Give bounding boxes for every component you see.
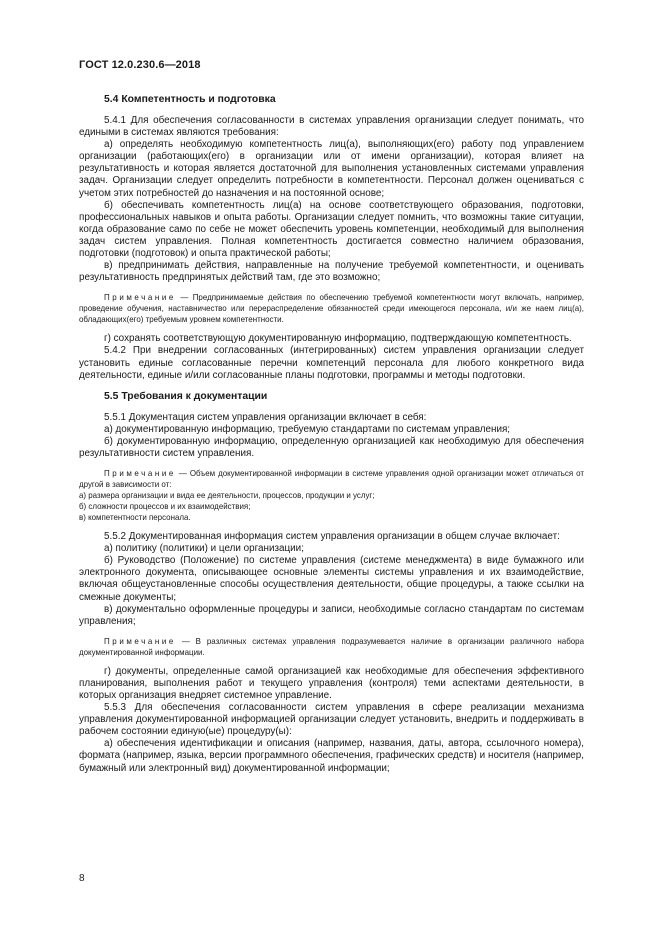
paragraph-5-5-1: 5.5.1 Документация систем управления организации включает в себя: xyxy=(104,411,427,423)
list-item-a: а) документированную информацию, требуемую стандартами по системам управления; xyxy=(104,423,511,435)
paragraph-5-4-1: 5.4.1 Для обеспечения согласованности в системах управления организации следует понимать, что едиными в системах являются требования: xyxy=(79,115,584,139)
note-list-item: б) сложности процессов и их взаимодействия; xyxy=(79,502,251,512)
list-item-g: г) сохранять соответствующую документированную информацию, подтверждающую компетентность. xyxy=(104,333,572,345)
page-number: 8 xyxy=(79,873,85,884)
list-item-a: а) определять необходимую компетентность лиц(а), выполняющих(его) работу под управлением организации (работающих(его) в организации или от имени организации), которая влияет на результативность и которая является достаточной для выполнения установленных системами управления задач. Организации следует определить потребности в компетентности. Персонал должен оцениваться с учетом этих потребностей до назначения и на постоянной основе; xyxy=(79,139,584,199)
note-label: Примечание xyxy=(104,469,176,479)
list-item-v: в) документально оформленные процедуры и записи, необходимые согласно стандартам по системам управления; xyxy=(79,603,584,627)
note-text: — Предпринимаемые действия по обеспечению требуемой компетентности могут включать, например, проведение обучения, наставничество или перераспределение обязанностей среди имеющегося персонала, и/и же наем лиц(а), обладающих(его) требуемым уровнем компетентности. xyxy=(79,293,584,325)
list-item-a: а) обеспечения идентификации и описания (например, названия, даты, автора, ссылочного номера), формата (например, языка, версии программного обеспечения, графических средств) и носителя (например, бумажный или электронный вид) документированной информации; xyxy=(79,738,584,774)
list-item-b: б) документированную информацию, определенную организацией как необходимую для обеспечения результативности систем управления. xyxy=(79,435,584,459)
section-heading-5-4: 5.4 Компетентность и подготовка xyxy=(104,94,276,105)
document-header: ГОСТ 12.0.230.6—2018 xyxy=(79,59,201,71)
list-item-a: а) политику (политики) и цели организации; xyxy=(104,543,304,555)
note-5-5-2 xyxy=(79,636,584,658)
list-item-g: г) документы, определенные самой организацией как необходимые для обеспечения эффективного планирования, выполнения работ и текущего управления (контроля) теми аспектами деятельности, в которых организация внедряет системное управление. xyxy=(79,665,584,701)
list-item-b: б) обеспечивать компетентность лиц(а) на основе соответствующего образования, подготовки, профессиональных навыков и опыта работы. Организации следует помнить, что возможны такие ситуации, когда образование само по себе не может обеспечить уровень компетенции, необходимый для выполнения задач систем управления. Полная компетентность достигается совместно наличием образования, подготовки (подготовок) и опыта практической работы; xyxy=(79,199,584,260)
note-label: Примечание xyxy=(104,636,176,646)
list-item-b: б) Руководство (Положение) по системе управления (системе менеджмента) в виде бумажного или электронного документа, описывающее основные элементы системы управления и их взаимодействие, включая общеустановленные способы осуществления деятельности, общие процедуры, а также ссылки на смежные документы; xyxy=(79,555,584,603)
note-text: — Объем документированной информации в системе управления одной организации может отличаться от другой в зависимости от: xyxy=(79,469,584,490)
paragraph-5-4-2: 5.4.2 При внедрении согласованных (интегрированных) систем управления организации следует установить единые согласованные перечни компетенций персонала для любого конкретного вида деятельности, единые и/или согласованные планы подготовки, программы и методы подготовки. xyxy=(79,345,584,381)
note-5-4 xyxy=(79,292,584,325)
section-heading-5-5: 5.5 Требования к документации xyxy=(104,390,268,402)
paragraph-5-5-2: 5.5.2 Документированная информация систем управления организации в общем случае включает: xyxy=(104,531,560,543)
paragraph-5-5-3: 5.5.3 Для обеспечения согласованности систем управления в сфере реализации механизма управления документированной информацией организации следует установить, внедрить и поддерживать в рабочем состоянии единую(ые) процедуру(ы): xyxy=(79,702,584,738)
list-item-v: в) предпринимать действия, направленные на получение требуемой компетентности, и оценивать результативность предпринятых действий там, где это возможно; xyxy=(79,260,584,284)
note-label: Примечание xyxy=(104,293,176,303)
note-list-item: в) компетентности персонала. xyxy=(79,513,191,523)
note-list-item: а) размера организации и вида ее деятельности, процессов, продукции и услуг; xyxy=(79,491,375,501)
note-intro xyxy=(79,468,584,490)
note-text: — В различных системах управления подразумевается наличие в организации различного набора документированной информации. xyxy=(79,636,584,657)
note-5-5-1 xyxy=(79,468,584,523)
page-content xyxy=(79,93,584,775)
